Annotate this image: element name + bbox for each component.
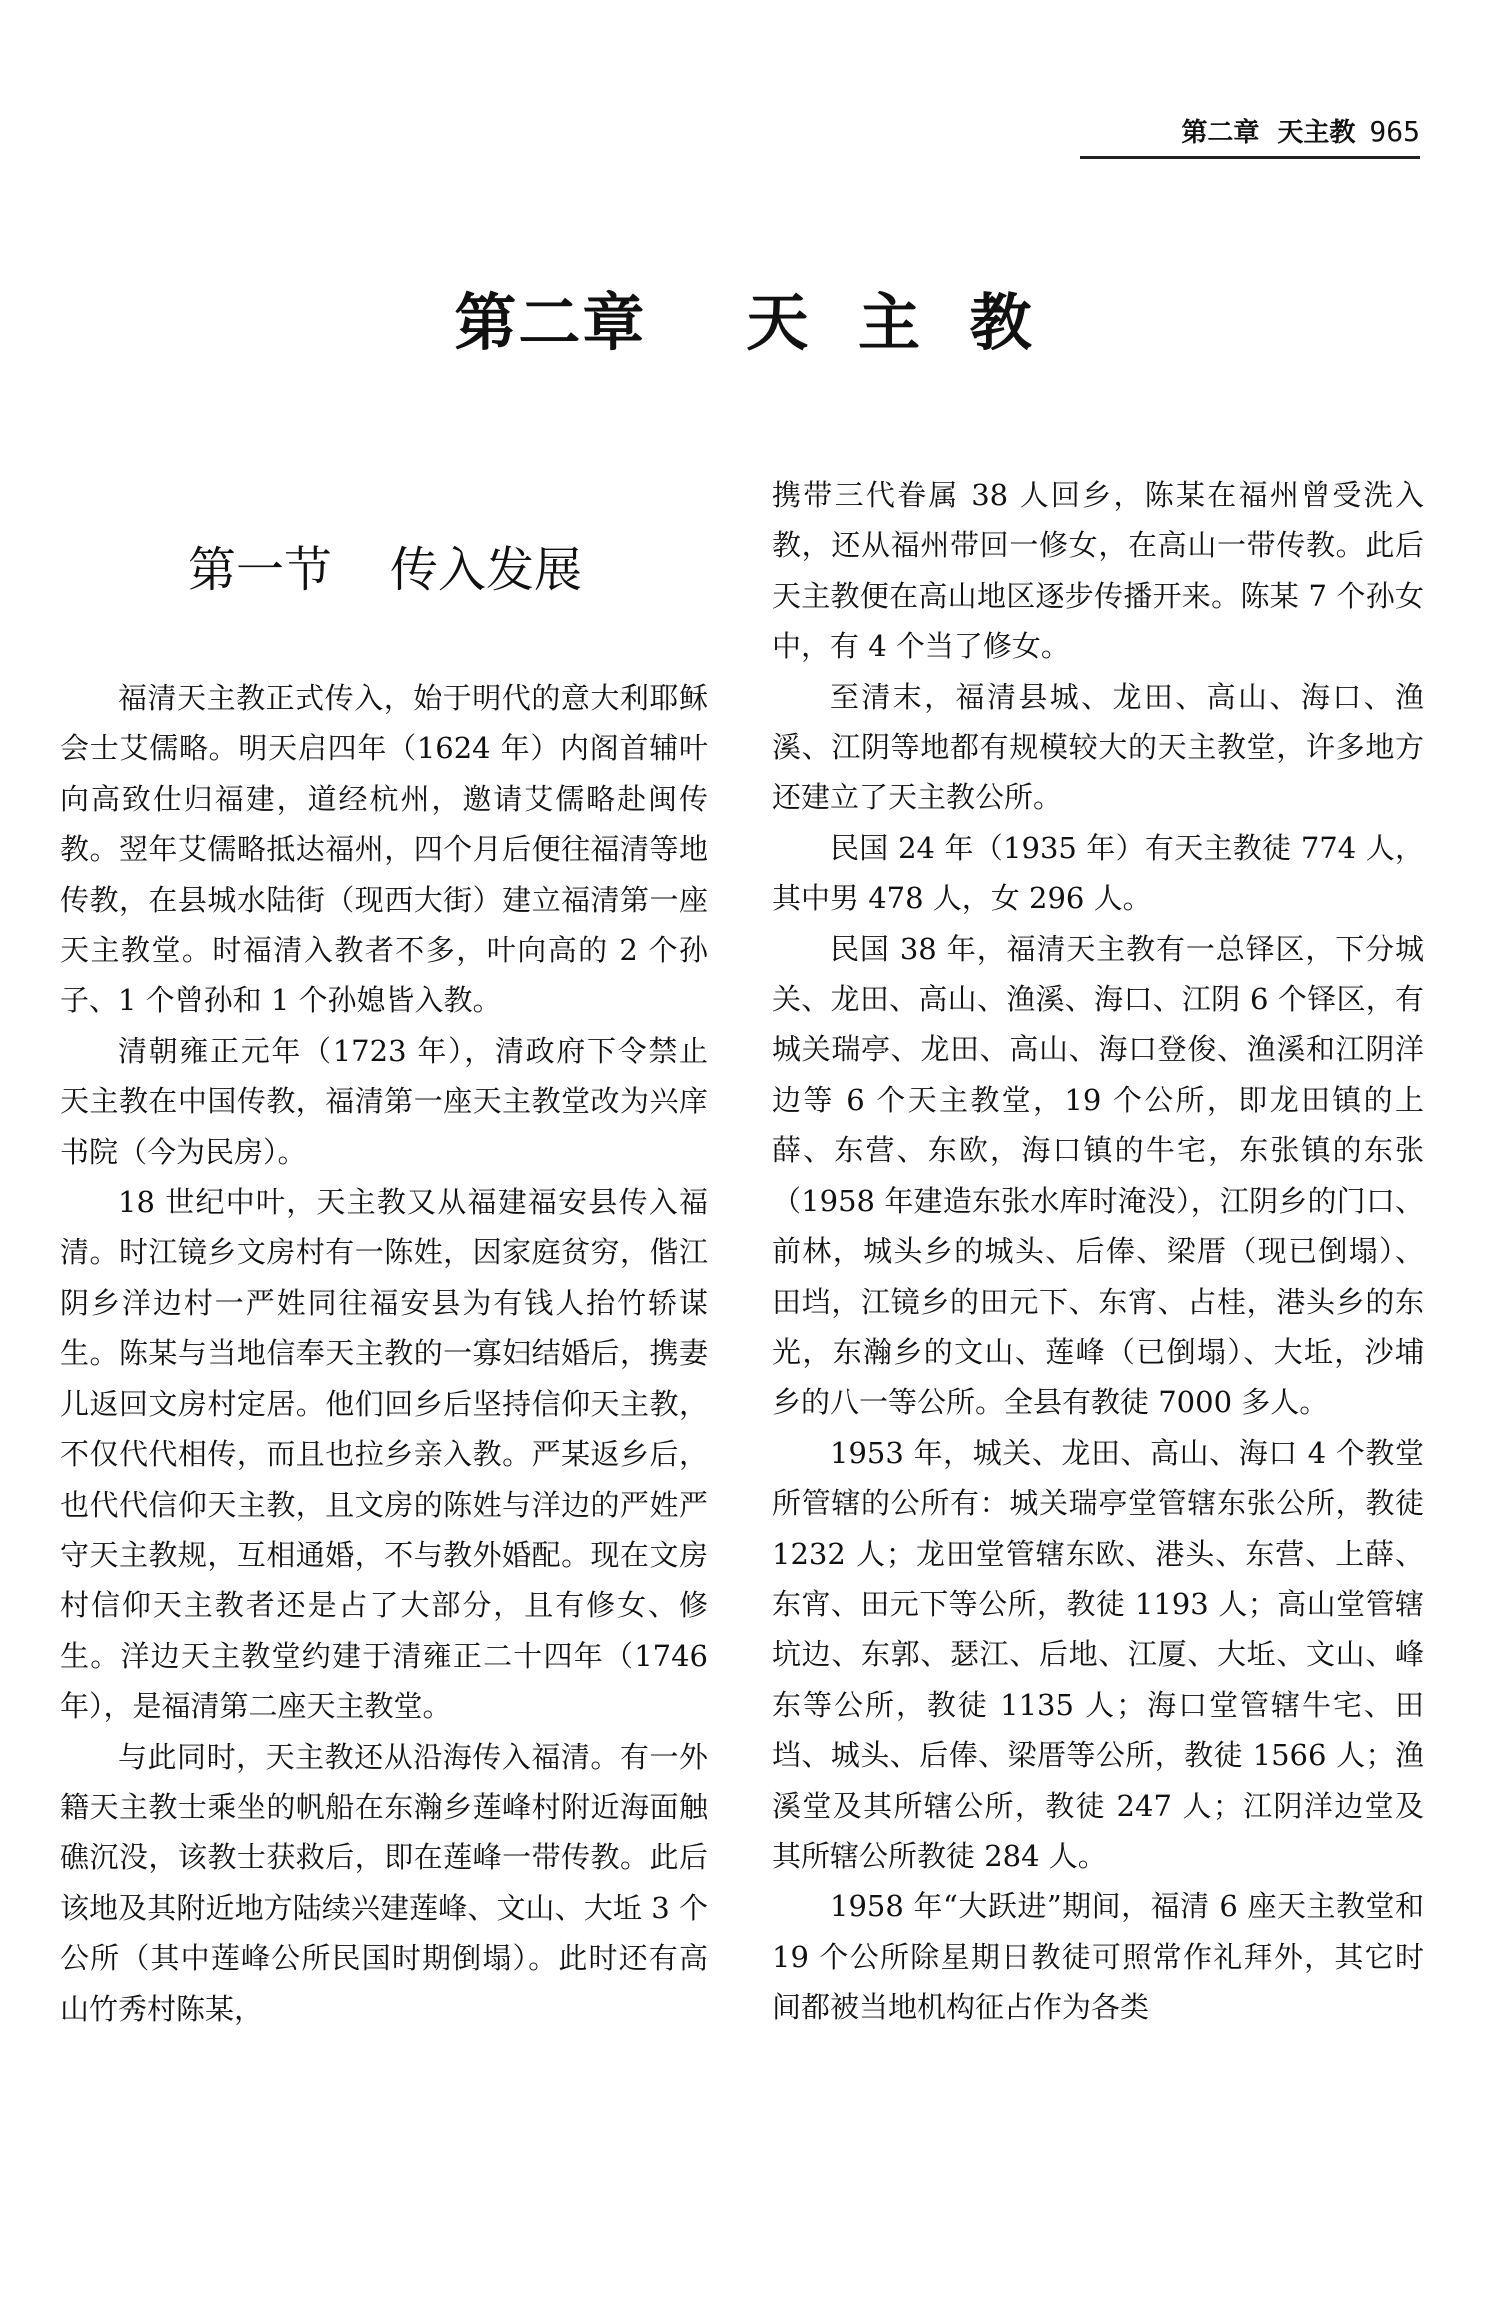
running-head-topic: 天主教 <box>1277 118 1356 148</box>
right-paragraph-5: 1958 年“大跃进”期间，福清 6 座天主教堂和 19 个公所除星期日教徒可照常作礼拜外，其它时间都被当地机构征占作为各类 <box>772 1889 1424 2025</box>
left-column <box>60 673 708 2133</box>
right-paragraph-1: 至清末，福清县城、龙田、高山、海口、渔溪、江阴等地都有规模较大的天主教堂，许多地方还建立了天主教公所。 <box>772 679 1424 815</box>
section-title-name: 传入发展 <box>390 542 583 598</box>
right-continued-paragraph: 携带三代眷属 38 人回乡，陈某在福州曾受洗入教，还从福州带回一修女，在高山一带传教。此后天主教便在高山地区逐步传播开来。陈某 7 个孙女中，有 4 个当了修女。 <box>772 478 1424 664</box>
chapter-title-topic: 天 主 教 <box>746 286 1046 359</box>
right-paragraph-4: 1953 年，城关、龙田、高山、海口 4 个教堂所管辖的公所有：城关瑞亭堂管辖东张公所，教徒 1232 人；龙田堂管辖东欧、港头、东营、上薛、东宵、田元下等公所，教徒 1193 人；高山堂管辖坑边、东郭、瑟江、后地、江厦、大坵、文山、峰东等公所，教徒 1135 人；海口堂管辖牛宅、田垱、城头、后俸、梁厝等公所，教徒 1566 人；渔溪堂及其所辖公所，教徒 247 人；江阴洋边堂及其所辖公所教徒 284 人。 <box>772 1435 1424 1873</box>
left-paragraph-1: 福清天主教正式传入，始于明代的意大利耶稣会士艾儒略。明天启四年（1624 年）内阁首辅叶向高致仕归福建，道经杭州，邀请艾儒略赴闽传教。翌年艾儒略抵达福州，四个月后便往福清等地传教，在县城水陆街（现西大街）建立福清第一座天主教堂。时福清入教者不多，叶向高的 2 个孙子、1 个曾孙和 1 个孙媳皆入教。 <box>60 681 708 1018</box>
right-paragraph-2: 民国 24 年（1935 年）有天主教徒 774 人，其中男 478 人，女 296 人。 <box>772 830 1424 916</box>
left-paragraph-2: 清朝雍正元年（1723 年），清政府下令禁止天主教在中国传教，福清第一座天主教堂改为兴庠书院（今为民房）。 <box>60 1033 708 1169</box>
left-paragraph-4: 与此同时，天主教还从沿海传入福清。有一外籍天主教士乘坐的帆船在东瀚乡莲峰村附近海面触礁沉没，该教士获救后，即在莲峰一带传教。此后该地及其附近地方陆续兴建莲峰、文山、大坵 3 个公所（其中莲峰公所民国时期倒塌）。此时还有高山竹秀村陈某， <box>60 1739 708 2026</box>
chapter-title-number: 第二章 <box>454 286 647 359</box>
right-paragraph-3: 民国 38 年，福清天主教有一总铎区，下分城关、龙田、高山、渔溪、海口、江阴 6 个铎区，有城关瑞亭、龙田、高山、海口登俊、渔溪和江阴洋边等 6 个天主教堂，19 个公所，即龙田镇的上薛、东营、东欧，海口镇的牛宅，东张镇的东张（1958 年建造东张水库时淹没），江阴乡的门口、前林，城头乡的城头、后俸、梁厝（现已倒塌）、田垱，江镜乡的田元下、东宵、占桂，港头乡的东光，东瀚乡的文山、莲峰（已倒塌）、大坵，沙埔乡的八一等公所。全县有教徒 7000 多人。 <box>772 931 1424 1420</box>
chapter-title <box>0 285 1500 361</box>
left-paragraph-3: 18 世纪中叶，天主教又从福建福安县传入福清。时江镜乡文房村有一陈姓，因家庭贫穷，偕江阴乡洋边村一严姓同往福安县为有钱人抬竹轿谋生。陈某与当地信奉天主教的一寡妇结婚后，携妻儿返回文房村定居。他们回乡后坚持信仰天主教，不仅代代相传，而且也拉乡亲入教。严某返乡后，也代代信仰天主教，且文房的陈姓与洋边的严姓严守天主教规，互相通婚，不与教外婚配。现在文房村信仰天主教者还是占了大部分，且有修女、修生。洋边天主教堂约建于清雍正二十四年（1746 年），是福清第二座天主教堂。 <box>60 1185 708 1724</box>
section-title-number: 第一节 <box>187 542 332 598</box>
running-head-chapter: 第二章 <box>1181 118 1260 148</box>
running-head <box>1080 112 1420 159</box>
right-column <box>772 470 1424 2130</box>
page-number: 965 <box>1369 115 1420 148</box>
section-title <box>60 535 710 605</box>
